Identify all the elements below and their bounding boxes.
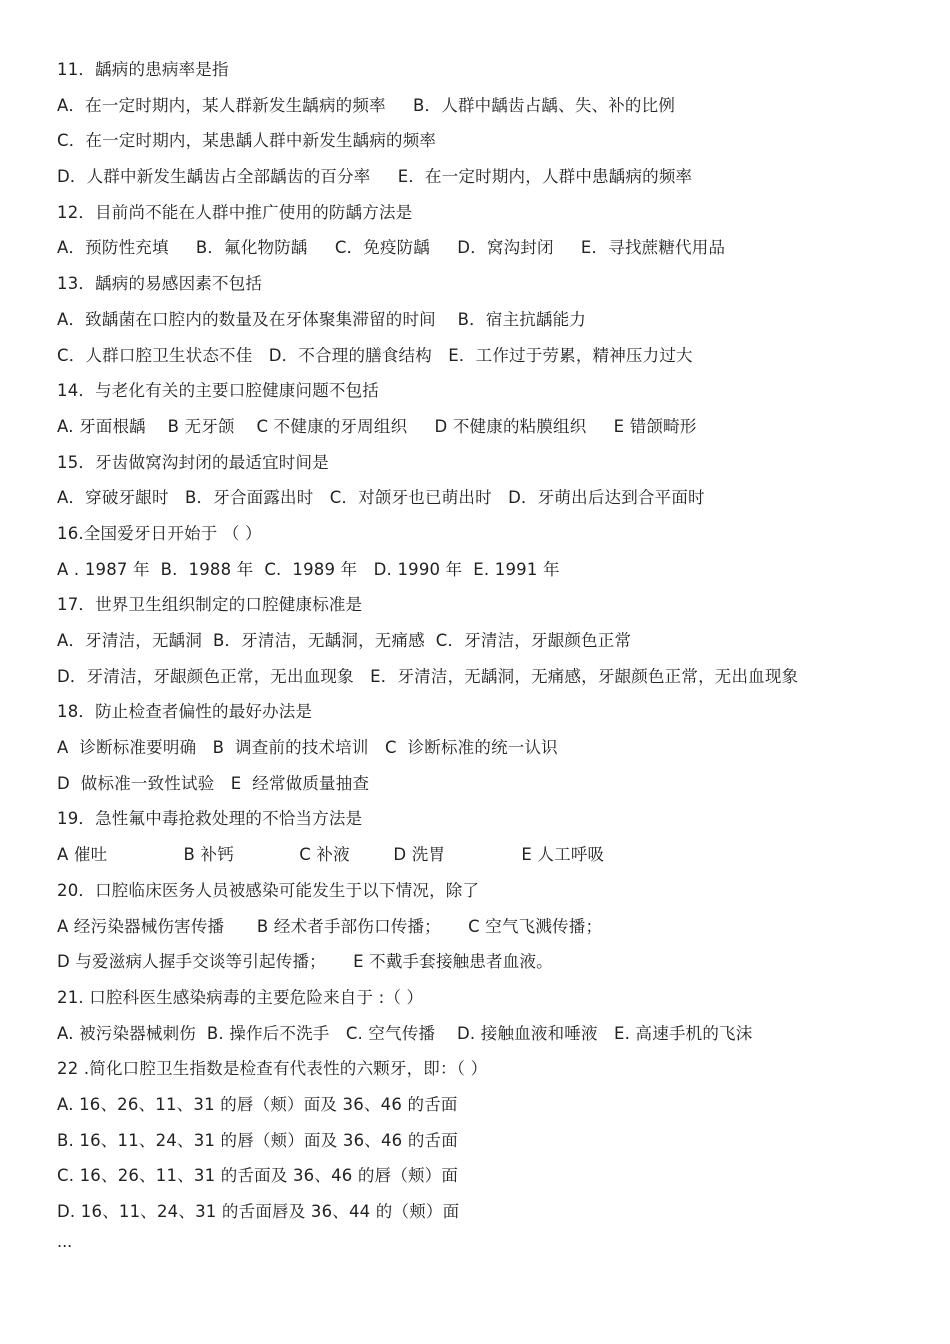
question-14-stem: 14．与老化有关的主要口腔健康问题不包括: [57, 381, 379, 401]
question-11-options-de: D．人群中新发生龋齿占全部龋齿的百分率 E．在一定时期内，人群中患龋病的频率: [57, 167, 693, 187]
question-17-stem: 17．世界卫生组织制定的口腔健康标准是: [57, 595, 363, 615]
question-22-option-d: D. 16、11、24、31 的舌面唇及 36、44 的（颊）面: [57, 1202, 460, 1221]
question-20-options-abc: A 经污染器械伤害传播 B 经术者手部伤口传播； C 空气飞溅传播；: [57, 916, 603, 936]
question-20-options-de: D 与爱滋病人握手交谈等引起传播； E 不戴手套接触患者血液。: [57, 952, 553, 972]
question-18-options-de: D 做标准一致性试验 E 经常做质量抽查: [57, 773, 370, 793]
question-20-stem: 20．口腔临床医务人员被感染可能发生于以下情况，除了: [57, 880, 480, 900]
question-14-options: A. 牙面根龋 B 无牙颌 C 不健康的牙周组织 D 不健康的粘膜组织 E 错颌畸形: [57, 416, 697, 436]
question-19-stem: 19．急性氟中毒抢救处理的不恰当方法是: [57, 809, 363, 829]
question-21-options: A. 被污染器械刺伤 B. 操作后不洗手 C. 空气传播 D. 接触血液和唾液 E. 高速手机的飞沫: [57, 1023, 753, 1043]
question-12-stem: 12．目前尚不能在人群中推广使用的防龋方法是: [57, 202, 413, 222]
question-19-options: A 催吐 B 补钙 C 补液 D 洗胃 E 人工呼吸: [57, 845, 605, 865]
question-22-option-b: B. 16、11、24、31 的唇（颊）面及 36、46 的舌面: [57, 1130, 458, 1150]
continuation-ellipsis: ...: [57, 1231, 73, 1251]
question-22-option-a: A. 16、26、11、31 的唇（颊）面及 36、46 的舌面: [57, 1094, 458, 1114]
question-15-options: A．穿破牙龈时 B．牙合面露出时 C．对颌牙也已萌出时 D．牙萌出后达到合平面时: [57, 488, 705, 508]
question-13-stem: 13．龋病的易感因素不包括: [57, 274, 263, 294]
question-13-options-ab: A．致龋菌在口腔内的数量及在牙体聚集滞留的时间 B．宿主抗龋能力: [57, 309, 587, 329]
question-18-options-abc: A 诊断标准要明确 B 调查前的技术培训 C 诊断标准的统一认识: [57, 738, 558, 758]
question-17-options-abc: A．牙清洁，无龋洞 B．牙清洁，无龋洞，无痛感 C．牙清洁，牙龈颜色正常: [57, 631, 632, 650]
question-22-option-c: C. 16、26、11、31 的舌面及 36、46 的唇（颊）面: [57, 1166, 459, 1186]
question-22-stem: 22 .简化口腔卫生指数是检查有代表性的六颗牙，即：（ ）: [57, 1059, 488, 1079]
question-11-stem: 11．龋病的患病率是指: [57, 60, 229, 79]
question-16-stem: 16.全国爱牙日开始于 （ ）: [57, 523, 262, 543]
question-15-stem: 15．牙齿做窝沟封闭的最适宜时间是: [57, 452, 329, 472]
question-11-options-ab: A．在一定时期内，某人群新发生龋病的频率 B．人群中龋齿占龋、失、补的比例: [57, 95, 676, 115]
question-17-options-de: D．牙清洁，牙龈颜色正常，无出血现象 E．牙清洁，无龋洞，无痛感，牙龈颜色正常，无出血现象: [57, 666, 799, 686]
document-page: [57, 52, 937, 1254]
question-12-options: A．预防性充填 B．氟化物防龋 C．免疫防龋 D．窝沟封闭 E．寻找蔗糖代用品: [57, 238, 726, 258]
question-18-stem: 18．防止检查者偏性的最好办法是: [57, 702, 313, 722]
question-21-stem: 21. 口腔科医生感染病毒的主要危险来自于 :（ ）: [57, 987, 424, 1007]
question-16-options: A . 1987 年 B. 1988 年 C. 1989 年 D. 1990 年 E. 1991 年: [57, 559, 560, 579]
question-13-options-cde: C．人群口腔卫生状态不佳 D．不合理的膳食结构 E．工作过于劳累，精神压力过大: [57, 345, 693, 365]
question-11-option-c: C．在一定时期内，某患龋人群中新发生龋病的频率: [57, 131, 437, 151]
